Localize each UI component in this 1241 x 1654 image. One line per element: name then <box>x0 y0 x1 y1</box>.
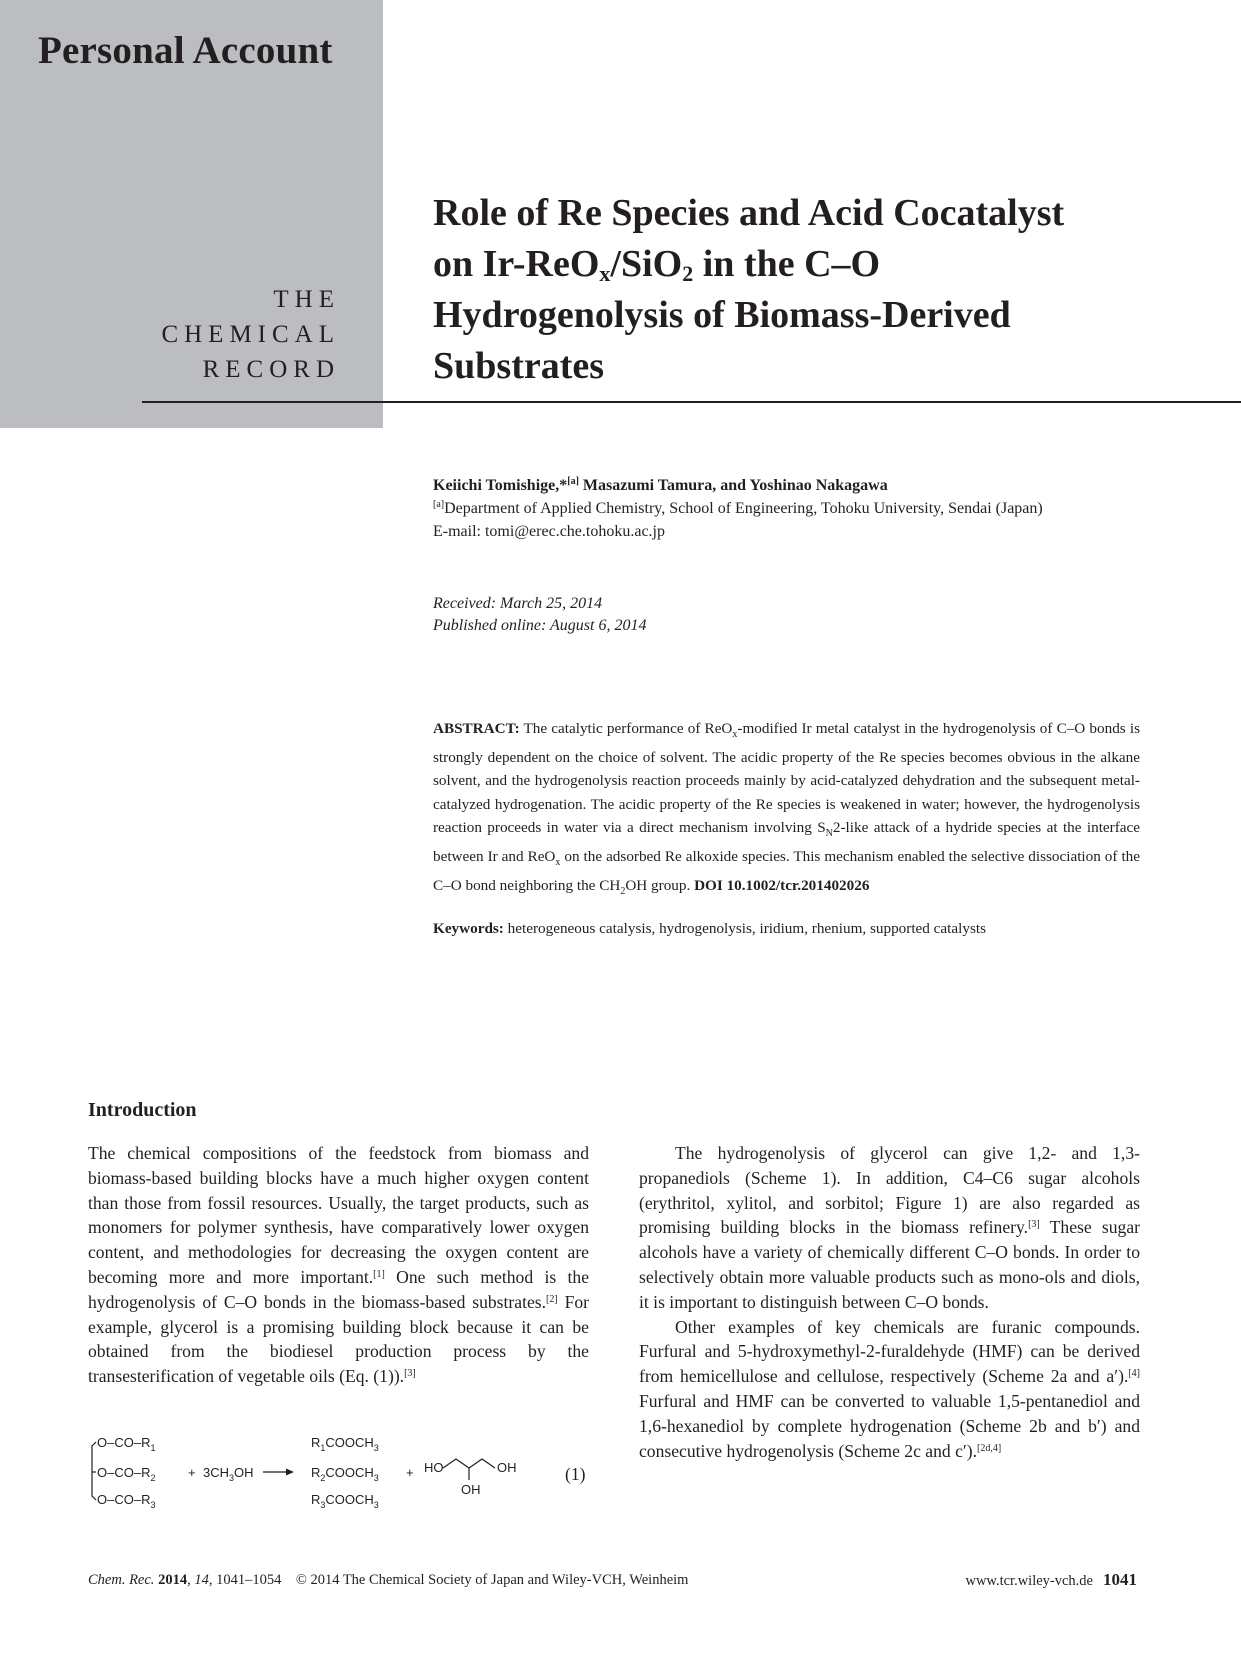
abstract-text: The catalytic performance of ReO <box>519 720 733 737</box>
methanol-reagent: $3CH_3OH$ <box>203 1465 254 1483</box>
methyl-ester-3: $R_3COOCH_3$ <box>311 1492 379 1510</box>
footer-citation: Chem. Rec. 2014, 14, 1041–1054 © 2014 The Chemical Society of Japan and Wiley-VCH, Weinheim <box>88 1572 689 1588</box>
footer-volume: 14 <box>194 1572 209 1588</box>
glycerol-oh: OH <box>497 1460 517 1475</box>
received-date: Received: March 25, 2014 <box>433 595 603 612</box>
dates-block <box>433 593 646 637</box>
affiliation-marker: [a] <box>567 476 579 487</box>
abstract-text: on the adsorbed Re alkoxide species. This mechanism enabled the selective dissociation of the C–O bond neighboring the CH <box>433 848 1140 895</box>
citation-ref[interactable]: [3] <box>404 1368 416 1380</box>
journal-brand-line: CHEMICAL <box>161 321 340 348</box>
journal-abbrev: Chem. Rec. <box>88 1572 155 1588</box>
abstract-subscript: x <box>732 729 738 741</box>
title-line: Role of Re Species and Acid Cocatalyst <box>433 192 1065 234</box>
paragraph <box>88 1141 589 1389</box>
abstract-subscript: 2 <box>620 886 626 898</box>
author-name: Keiichi Tomishige,* <box>433 477 568 494</box>
page-number: 1041 <box>1103 1570 1137 1589</box>
footer-pages: , 1041–1054 <box>208 1572 282 1588</box>
author-email[interactable]: E-mail: tomi@erec.che.tohoku.ac.jp <box>433 523 665 540</box>
abstract-subscript: x <box>555 857 561 869</box>
abstract-text: -modified Ir metal catalyst in the hydrogenolysis of C–O bonds is strongly dependent on the choice of solvent. The acidic property of the Re species becomes obvious in the alkane solvent, and the hydrogenolysis reaction proceeds mainly by acid-catalyzed dehydration and the subsequent metal-catalyzed hydrogenation. The acidic property of the Re species is weakened in water; however, the hydrogenolysis reaction proceeds in water via a direct mechanism involving S <box>433 720 1140 836</box>
plus-sign: + <box>406 1465 414 1480</box>
equation-transesterification <box>86 1434 589 1514</box>
paragraph-text: The hydrogenolysis of glycerol can give 1,2- and 1,3-propanediols (Scheme 1). In addition, C4–C6 sugar alcohols (erythritol, xylitol, and sorbitol; Figure 1) are also regarded as promising building blocks in the biomass refinery. <box>639 1143 1140 1238</box>
title-line <box>433 239 1153 290</box>
glycerol-oh: OH <box>461 1482 481 1497</box>
glyceride-backbone <box>92 1442 96 1500</box>
article-title <box>433 188 1153 392</box>
author-name: Masazumi Tamura, and Yoshinao Nakagawa <box>578 477 888 494</box>
footer-copyright: © 2014 The Chemical Society of Japan and Wiley-VCH, Weinheim <box>295 1572 689 1588</box>
paragraph-text: The chemical compositions of the feedstock from biomass and biomass-based building blocks have a much higher oxygen content than those from fossil resources. Usually, the target products, such as monomers for polymer synthesis, have comparatively lower oxygen content, and methodologies for decreasing the oxygen content are becoming more and more important. <box>88 1143 589 1287</box>
title-text: on Ir-ReO <box>433 243 600 285</box>
citation-ref[interactable]: [4] <box>1128 1368 1140 1380</box>
author-names <box>433 474 1153 497</box>
section-heading-introduction: Introduction <box>88 1099 197 1121</box>
ester-group-2: $O-CO-R_2$ <box>97 1465 156 1483</box>
affiliation-text: Department of Applied Chemistry, School of Engineering, Tohoku University, Sendai (Japan) <box>444 500 1043 517</box>
ester-group-1: $O-CO-R_1$ <box>97 1435 156 1453</box>
section-label: Personal Account <box>38 29 333 72</box>
abstract-text: OH group. <box>625 877 695 895</box>
author-block <box>433 474 1153 543</box>
doi-link[interactable]: DOI 10.1002/tcr.201402026 <box>694 877 870 895</box>
abstract-text: 2-like attack of a hydride species at the interface between Ir and ReO <box>433 818 1141 866</box>
keywords-text: heterogeneous catalysis, hydrogenolysis, iridium, rhenium, supported catalysts <box>503 920 986 937</box>
body-column-left <box>88 1141 589 1389</box>
journal-brand-line: THE <box>273 286 340 313</box>
paragraph-text: Other examples of key chemicals are furanic compounds. Furfural and 5-hydroxymethyl-2-furaldehyde (HMF) can be derived from hemicellulose and cellulose, respectively (Scheme 2a and a′). <box>639 1316 1140 1387</box>
methyl-ester-2: $R_2COOCH_3$ <box>311 1465 379 1483</box>
journal-brand-line: RECORD <box>202 356 340 383</box>
title-text: /SiO <box>610 243 683 285</box>
header-rule <box>142 401 1241 403</box>
affiliation-marker: [a] <box>433 499 445 510</box>
body-column-right <box>639 1141 1140 1463</box>
glycerol-skeleton <box>443 1459 495 1480</box>
paragraph-text: These sugar alcohols have a variety of chemically different C–O bonds. In order to selectively obtain more valuable products such as mono-ols and diols, it is important to distinguish between C–O bonds. <box>639 1217 1140 1312</box>
affiliation <box>433 497 1153 520</box>
glycerol-ho: HO <box>424 1460 444 1475</box>
paragraph-text: For example, glycerol is a promising building block because it can be obtained from the biodiesel production process by the transesterification of vegetable oils (Eq. (1)). <box>88 1291 590 1387</box>
citation-ref[interactable]: [2d,4] <box>977 1442 1002 1454</box>
citation-ref[interactable]: [3] <box>1028 1219 1040 1231</box>
citation-ref[interactable]: [1] <box>373 1268 385 1280</box>
footer-right <box>965 1570 1137 1590</box>
equation-number: (1) <box>565 1464 586 1484</box>
paragraph <box>639 1141 1140 1315</box>
footer-year: 2014 <box>158 1572 188 1588</box>
keywords-label: Keywords: <box>433 920 504 937</box>
title-subscript: 2 <box>682 261 694 286</box>
reaction-arrow <box>263 1469 294 1476</box>
plus-sign: + <box>188 1465 196 1480</box>
ester-group-3: $O-CO-R_3$ <box>97 1492 156 1510</box>
title-subscript: x <box>599 261 611 286</box>
journal-brand <box>161 282 340 387</box>
paragraph-text: Furfural and HMF can be converted to valuable 1,5-pentanediol and 1,6-hexanediol by complete hydrogenation (Scheme 2b and b′) and consecutive hydrogenolysis (Scheme 2c and c′). <box>639 1390 1140 1461</box>
title-text: in the C–O <box>693 243 881 285</box>
citation-ref[interactable]: [2] <box>546 1293 558 1305</box>
published-date: Published online: August 6, 2014 <box>433 617 647 634</box>
abstract-subscript: N <box>825 827 833 839</box>
abstract-label: ABSTRACT: <box>433 720 520 737</box>
paragraph-text: One such method is the hydrogenolysis of C–O bonds in the biomass-based substrates. <box>88 1266 589 1312</box>
title-line: Hydrogenolysis of Biomass-Derived <box>433 294 1011 336</box>
methyl-ester-1: $R_1COOCH_3$ <box>311 1435 379 1453</box>
footer-url[interactable]: www.tcr.wiley-vch.de <box>965 1573 1093 1589</box>
paragraph <box>639 1315 1140 1464</box>
keywords <box>433 918 1140 940</box>
abstract <box>433 717 1140 904</box>
title-line: Substrates <box>433 345 605 387</box>
